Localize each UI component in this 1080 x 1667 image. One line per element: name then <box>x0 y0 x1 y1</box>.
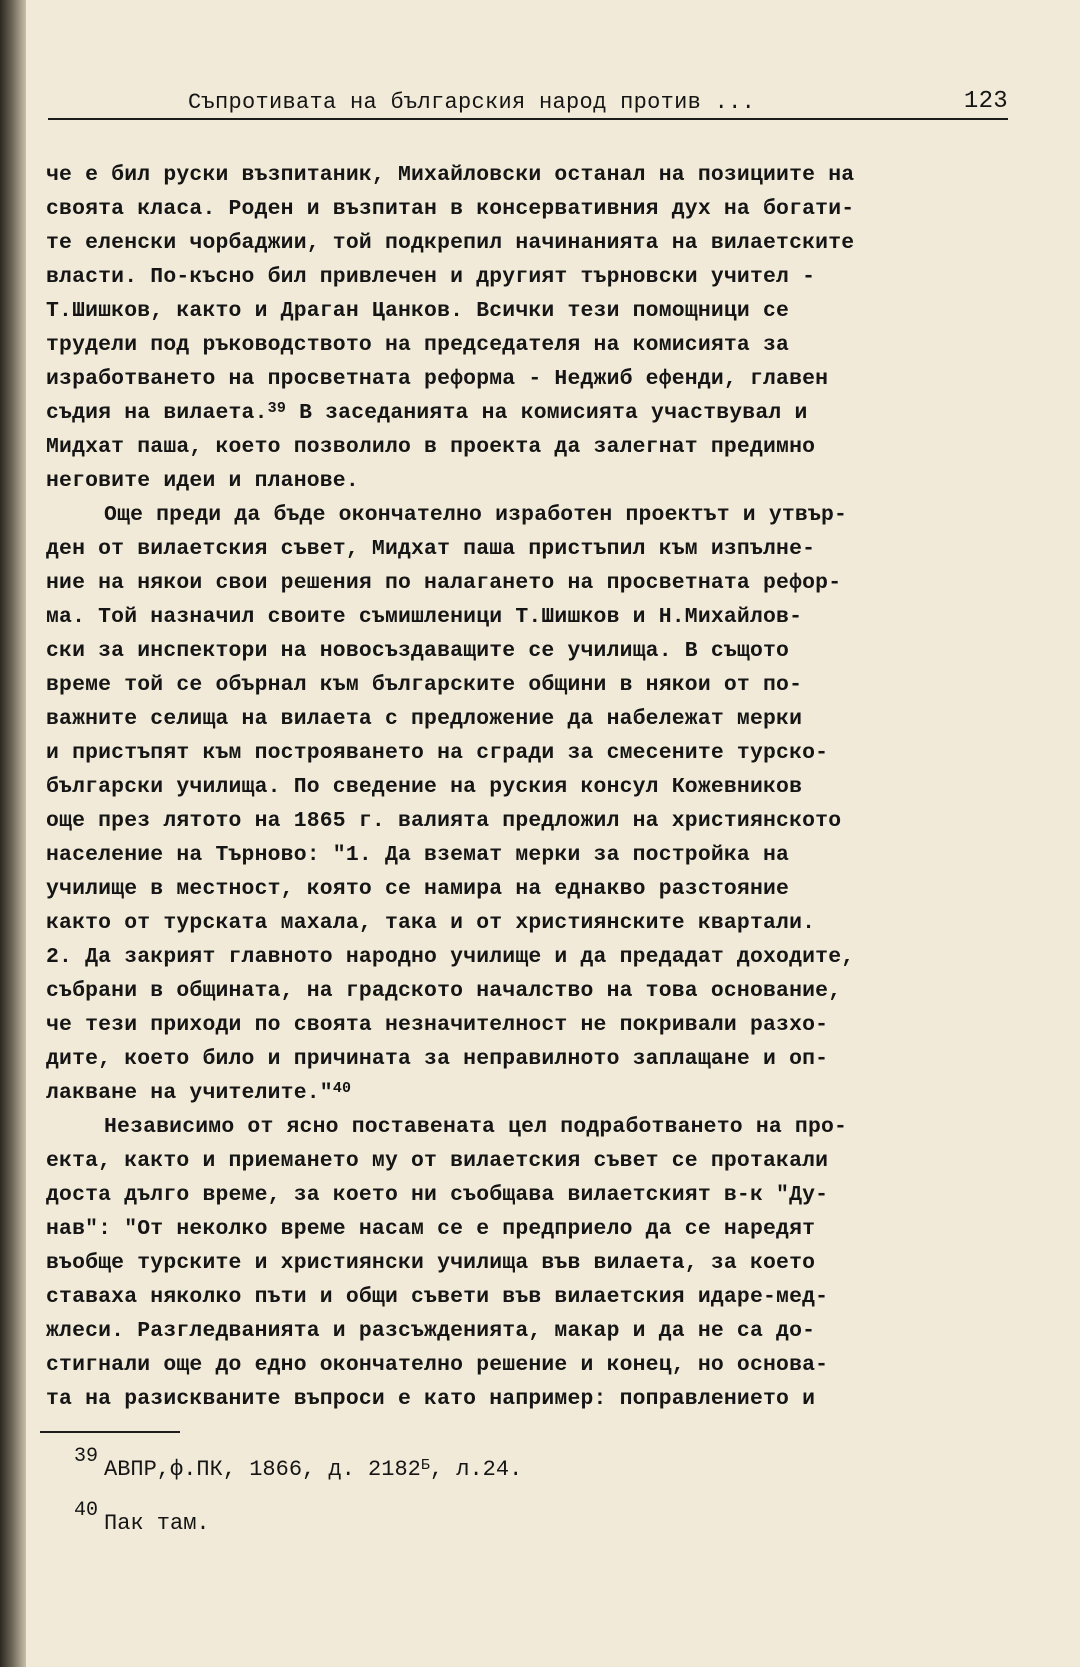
text-line: че тези приходи по своята незначителност не покривали разхо- <box>46 1013 829 1037</box>
text-line: доста дълго време, за което ни съобщава вилаетският в-к "Ду- <box>46 1183 829 1207</box>
paragraph-3 <box>46 1110 1016 1416</box>
text-fragment: В заседанията на комисията участвувал и <box>286 401 808 425</box>
text-fragment: лакване на учителите." <box>46 1081 333 1105</box>
text-line: ски за инспектори на новосъздаващите се училища. В същото <box>46 639 790 663</box>
footnote-rule <box>40 1431 180 1433</box>
text-line: Мидхат паша, което позволило в проекта да залегнат предимно <box>46 435 816 459</box>
text-line: жлеси. Разгледванията и разсъжденията, макар и да не са до- <box>46 1319 816 1343</box>
text-line: изработването на просветната реформа - Неджиб ефенди, главен <box>46 367 829 391</box>
book-spine-shadow <box>0 0 26 1667</box>
footnote-40 <box>74 1499 210 1536</box>
page-number: 123 <box>963 88 1008 115</box>
header-rule <box>48 118 1008 120</box>
text-line: ма. Той назначил своите съмишленици Т.Шишков и Н.Михайлов- <box>46 605 803 629</box>
text-line: и пристъпят към построяването на сгради за смесените турско- <box>46 741 829 765</box>
body-text <box>46 158 1016 1416</box>
text-line: ние на някои свои решения по налагането на просветната рефор- <box>46 571 842 595</box>
text-line: че е бил руски възпитаник, Михайловски останал на позициите на <box>46 163 855 187</box>
text-line: училище в местност, която се намира на еднакво разстояние <box>46 877 790 901</box>
text-line: събрани в общината, на градското началство на това основание, <box>46 979 842 1003</box>
text-line <box>46 1076 1016 1110</box>
footnote-number: 40 <box>74 1499 99 1522</box>
text-line: трудели под ръководството на председателя на комисията за <box>46 333 790 357</box>
text-line: екта, както и приемането му от вилаетския съвет се протакали <box>46 1149 829 1173</box>
paragraph-1 <box>46 158 1016 498</box>
text-line: стигнали още до едно окончателно решение и конец, но основа- <box>46 1353 829 1377</box>
footnote-number: 39 <box>74 1445 99 1468</box>
footnote-superscript: Б <box>420 1457 430 1474</box>
text-line: 2. Да закрият главното народно училище и да предадат доходите, <box>46 945 855 969</box>
footnote-ref-39: 39 <box>267 400 287 417</box>
text-line: Независимо от ясно поставената цел подработването на про- <box>104 1115 848 1139</box>
text-fragment: съдия на вилаета. <box>46 401 268 425</box>
text-line: нав": "От неколко време насам се е предприело да се наредят <box>46 1217 816 1241</box>
footnote-ref-40: 40 <box>332 1080 352 1097</box>
text-line <box>46 396 1016 430</box>
text-line: Още преди да бъде окончателно изработен проектът и утвър- <box>104 503 848 527</box>
text-line: ставаха няколко пъти и общи съвети във вилаетския идаре-мед- <box>46 1285 829 1309</box>
text-line: Т.Шишков, както и Драган Цанков. Всички тези помощници се <box>46 299 790 323</box>
text-line: както от турската махала, така и от християнските квартали. <box>46 911 816 935</box>
text-line: та на разискваните въпроси е като например: поправлението и <box>46 1387 816 1411</box>
text-line: време той се обърнал към българските общини в някои от по- <box>46 673 803 697</box>
text-line: те еленски чорбаджии, той подкрепил начинанията на вилаетските <box>46 231 855 255</box>
text-line: население на Търново: "1. Да вземат мерки за постройка на <box>46 843 790 867</box>
running-title: Съпротивата на българския народ против ... <box>188 90 756 115</box>
text-line: важните селища на вилаета с предложение да набележат мерки <box>46 707 803 731</box>
footnote-text: АВПР,ф.ПК, 1866, д. 2182 <box>104 1457 421 1482</box>
text-line: въобще турските и християнски училища във вилаета, за което <box>46 1251 816 1275</box>
text-line: ден от вилаетския съвет, Мидхат паша пристъпил към изпълне- <box>46 537 816 561</box>
paragraph-2 <box>46 498 1016 1110</box>
footnote-tail: , л.24. <box>429 1457 523 1482</box>
footnote-text: Пак там. <box>104 1511 210 1536</box>
text-line: неговите идеи и планове. <box>46 469 359 493</box>
footnote-39 <box>74 1445 523 1482</box>
running-header <box>48 88 1008 120</box>
text-line: своята класа. Роден и възпитан в консервативния дух на богати- <box>46 197 855 221</box>
text-line: дите, което било и причината за неправилното заплащане и оп- <box>46 1047 829 1071</box>
text-line: още през лятото на 1865 г. валията предложил на християнското <box>46 809 842 833</box>
text-line: български училища. По сведение на руския консул Кожевников <box>46 775 803 799</box>
text-line: власти. По-късно бил привлечен и другият търновски учител - <box>46 265 816 289</box>
